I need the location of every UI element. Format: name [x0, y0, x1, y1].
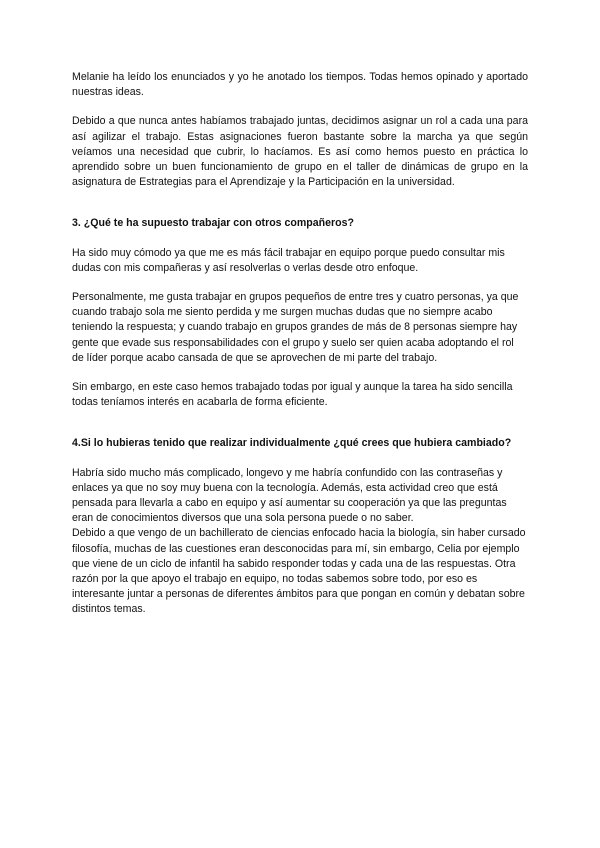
paragraph-roles-intro: Melanie ha leído los enunciados y yo he anotado los tiempos. Todas hemos opinado y aportado nuestras ideas.	[72, 71, 528, 99]
paragraph-personal-preference: Personalmente, me gusta trabajar en grupos pequeños de entre tres y cuatro personas, ya que cuando trabajo sola me siento perdida y me surgen muchas dudas que no siempre acabo teniendo la respuesta; y cuando trabajo en grupos grandes de más de 8 personas siempre hay gente que evade sus responsabilidades con el grupo y suelo ser quien acaba adoptando el rol de líder porque acabo cansada de que se aprovechen de mi parte del trabajo.	[72, 291, 519, 364]
paragraph-individual-harder: Habría sido mucho más complicado, longevo y me habría confundido con las contraseñas y enlaces ya que no soy muy buena con la tecnología. Además, esta actividad creo que está pensada para llevarla a cabo en equipo y así aumentar su cooperación ya que las preguntas eran de conocimientos diversos que una sola persona puede o no saber.	[72, 466, 507, 525]
heading-question-3: 3. ¿Qué te ha supuesto trabajar con otros compañeros?	[72, 217, 354, 230]
paragraph-however: Sin embargo, en este caso hemos trabajado todas por igual y aunque la tarea ha sido sencilla todas teníamos interés en acabarla de forma eficiente.	[72, 381, 513, 409]
heading-question-4: 4.Si lo hubieras tenido que realizar individualmente ¿qué crees que hubiera cambiado?	[72, 437, 512, 450]
paragraph-role-assignment: Debido a que nunca antes habíamos trabajado juntas, decidimos asignar un rol a cada una para así agilizar el trabajo. Estas asignaciones fueron bastante sobre la marcha ya que según veíamos una necesidad que cubrir, lo hacíamos. Es así como hemos puesto en práctica lo aprendido sobre un buen funcionamiento de grupo en el taller de dinámicas de grupo en la asignatura de Estrategias para el Aprendizaje y la Participación en la universidad.	[72, 115, 528, 189]
document-page	[72, 70, 528, 618]
paragraph-background: Debido a que vengo de un bachillerato de ciencias enfocado hacia la biología, sin haber cursado filosofía, muchas de las cuestiones eran desconocidas para mí, sin embargo, Celia por ejemplo que viene de un ciclo de infantil ha sabido responder todas y cada una de las respuestas. Otra razón por la que apoyo el trabajo en equipo, no todas sabemos sobre todo, por eso es interesante juntar a personas de diferentes ámbitos para que pongan en común y debatan sobre distintos temas.	[72, 527, 526, 616]
paragraph-comfort: Ha sido muy cómodo ya que me es más fácil trabajar en equipo porque puedo consultar mis dudas con mis compañeras y así resolverlas o verlas desde otro enfoque.	[72, 246, 505, 274]
